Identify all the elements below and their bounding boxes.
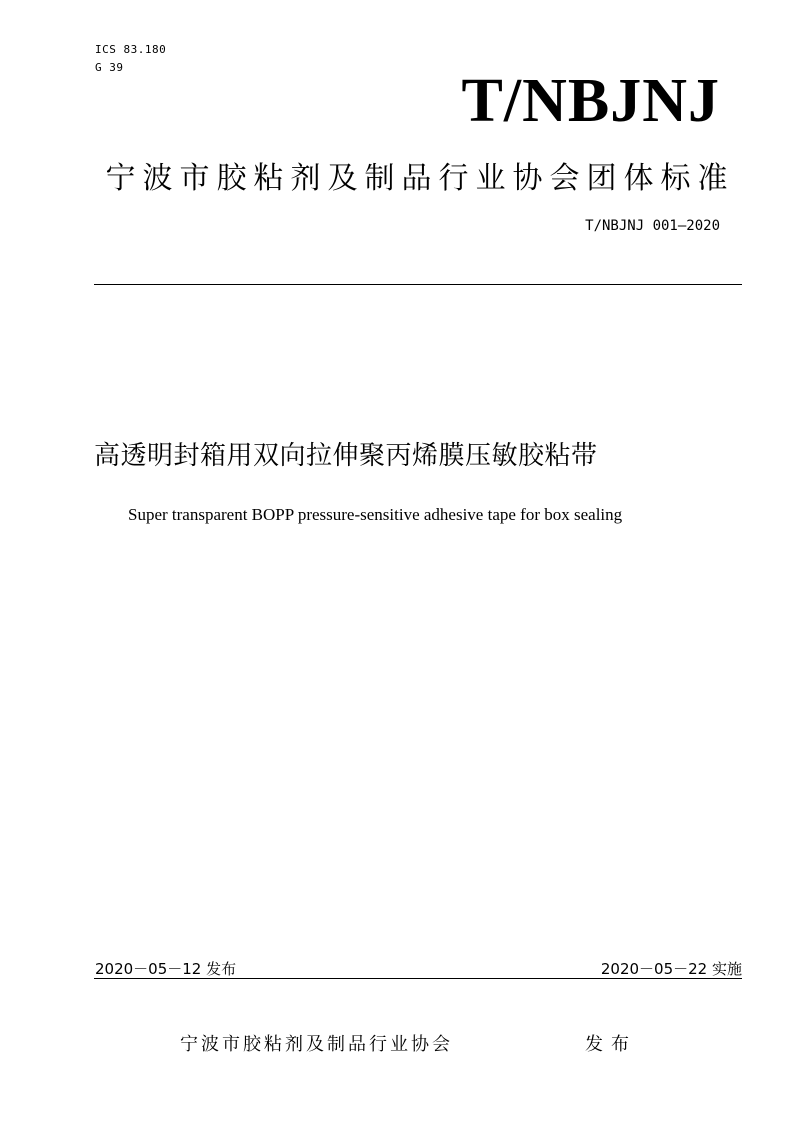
document-title-chinese: 高透明封箱用双向拉伸聚丙烯膜压敏胶粘带 <box>94 441 598 471</box>
document-title-english: Super transparent BOPP pressure-sensitive adhesive tape for box sealing <box>128 505 623 524</box>
implementation-date: 2020－05－22 实施 <box>600 960 742 978</box>
standard-number: T/NBJNJ 001—2020 <box>585 218 720 234</box>
issue-date: 2020－05－12 发布 <box>95 960 237 978</box>
footer-divider <box>94 978 742 979</box>
standard-logo: T/NBJNJ <box>461 67 720 135</box>
header-divider <box>94 284 742 285</box>
ccs-code: G 39 <box>95 61 124 74</box>
ics-code: ICS 83.180 <box>95 43 167 56</box>
publish-label: 发布 <box>585 1034 637 1055</box>
publisher-name: 宁波市胶粘剂及制品行业协会 <box>180 1034 453 1055</box>
organization-standard-title: 宁波市胶粘剂及制品行业协会团体标准 <box>105 161 735 196</box>
